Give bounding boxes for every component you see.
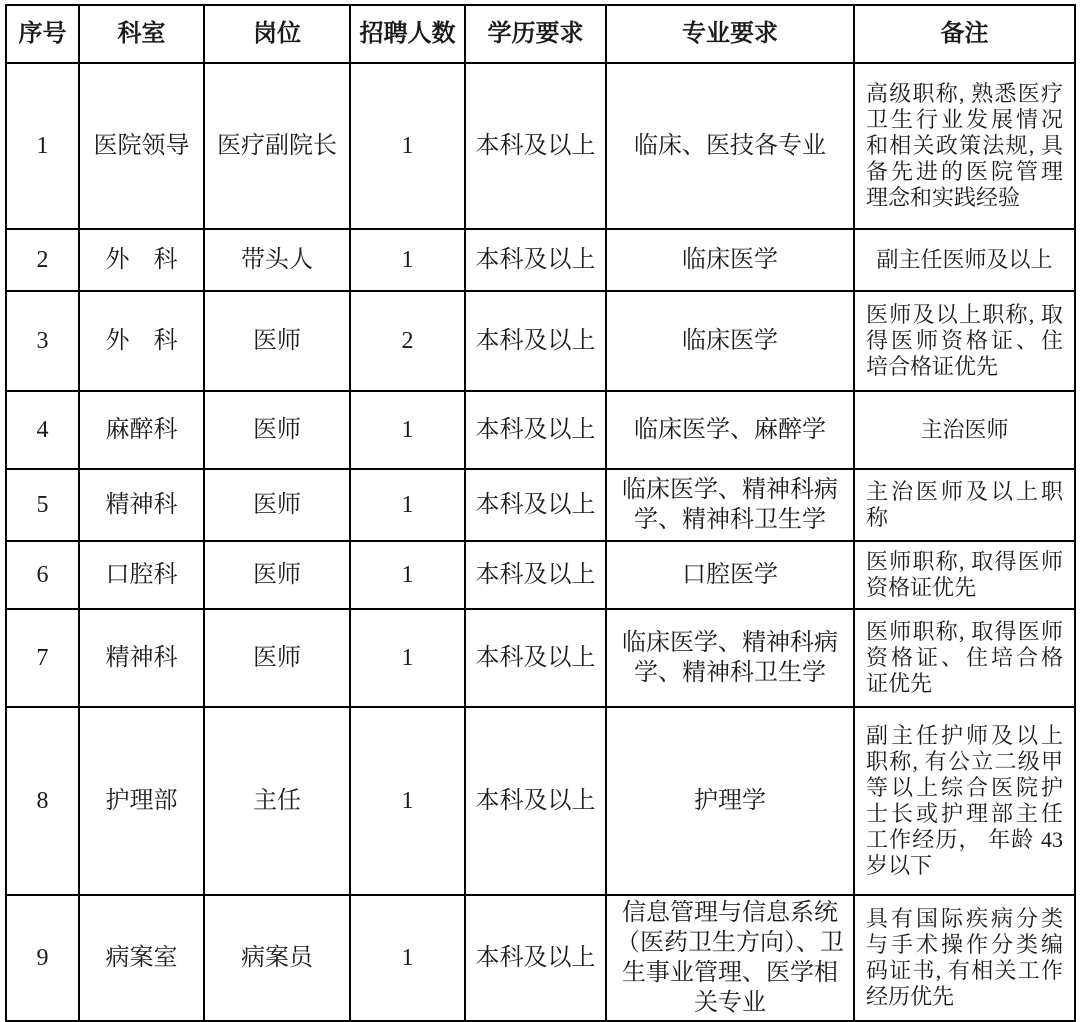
recruitment-table (5, 4, 1076, 1022)
education-cell: 本科及以上 (465, 391, 606, 469)
column-header-education: 学历要求 (465, 5, 606, 63)
headcount-cell: 1 (350, 391, 465, 469)
department-cell: 精神科 (79, 609, 204, 707)
position-cell: 医师 (204, 391, 350, 469)
department-cell: 麻醉科 (79, 391, 204, 469)
position-cell: 医师 (204, 609, 350, 707)
table-header-row (6, 5, 1075, 63)
column-header-position: 岗位 (204, 5, 350, 63)
column-header-headcount: 招聘人数 (350, 5, 465, 63)
position-cell: 医师 (204, 541, 350, 609)
department-cell: 护理部 (79, 707, 204, 895)
serial-cell: 3 (6, 291, 79, 391)
table-row (6, 707, 1075, 895)
education-cell: 本科及以上 (465, 63, 606, 229)
column-header-note: 备注 (854, 5, 1075, 63)
position-cell: 医师 (204, 291, 350, 391)
education-cell: 本科及以上 (465, 707, 606, 895)
table-row (6, 895, 1075, 1021)
education-cell: 本科及以上 (465, 895, 606, 1021)
department-cell: 口腔科 (79, 541, 204, 609)
note-cell: 医师职称, 取得医师资格证、住培合格证优先 (854, 609, 1075, 707)
headcount-cell: 1 (350, 609, 465, 707)
serial-cell: 5 (6, 469, 79, 541)
note-cell: 副主任护师及以上职称, 有公立二级甲等以上综合医院护士长或护理部主任工作经历， 年龄 43 岁以下 (854, 707, 1075, 895)
department-cell: 外 科 (79, 229, 204, 291)
position-cell: 主任 (204, 707, 350, 895)
major-cell: 护理学 (606, 707, 854, 895)
position-cell: 病案员 (204, 895, 350, 1021)
major-cell: 临床医学 (606, 229, 854, 291)
major-cell: 信息管理与信息系统（医药卫生方向）、卫生事业管理、医学相关专业 (606, 895, 854, 1021)
department-cell: 外 科 (79, 291, 204, 391)
note-cell: 主治医师及以上职称 (854, 469, 1075, 541)
note-cell: 医师及以上职称, 取得医师资格证、住培合格证优先 (854, 291, 1075, 391)
education-cell: 本科及以上 (465, 541, 606, 609)
serial-cell: 6 (6, 541, 79, 609)
education-cell: 本科及以上 (465, 291, 606, 391)
table-row (6, 469, 1075, 541)
headcount-cell: 1 (350, 469, 465, 541)
note-cell: 高级职称, 熟悉医疗卫生行业发展情况和相关政策法规, 具备先进的医院管理理念和实践经验 (854, 63, 1075, 229)
serial-cell: 7 (6, 609, 79, 707)
major-cell: 临床医学 (606, 291, 854, 391)
major-cell: 临床医学、精神科病学、精神科卫生学 (606, 609, 854, 707)
serial-cell: 1 (6, 63, 79, 229)
note-cell: 医师职称, 取得医师资格证优先 (854, 541, 1075, 609)
table-row (6, 609, 1075, 707)
headcount-cell: 1 (350, 707, 465, 895)
department-cell: 精神科 (79, 469, 204, 541)
column-header-department: 科室 (79, 5, 204, 63)
serial-cell: 8 (6, 707, 79, 895)
table-body (6, 63, 1075, 1021)
serial-cell: 2 (6, 229, 79, 291)
note-cell: 主治医师 (854, 391, 1075, 469)
table-row (6, 63, 1075, 229)
major-cell: 临床医学、麻醉学 (606, 391, 854, 469)
table-row (6, 229, 1075, 291)
table-row (6, 291, 1075, 391)
headcount-cell: 1 (350, 541, 465, 609)
department-cell: 医院领导 (79, 63, 204, 229)
education-cell: 本科及以上 (465, 609, 606, 707)
table-row (6, 391, 1075, 469)
headcount-cell: 1 (350, 229, 465, 291)
serial-cell: 4 (6, 391, 79, 469)
major-cell: 临床、医技各专业 (606, 63, 854, 229)
department-cell: 病案室 (79, 895, 204, 1021)
table-row (6, 541, 1075, 609)
headcount-cell: 2 (350, 291, 465, 391)
major-cell: 临床医学、精神科病学、精神科卫生学 (606, 469, 854, 541)
headcount-cell: 1 (350, 895, 465, 1021)
serial-cell: 9 (6, 895, 79, 1021)
note-cell: 具有国际疾病分类与手术操作分类编码证书, 有相关工作经历优先 (854, 895, 1075, 1021)
column-header-serial: 序号 (6, 5, 79, 63)
note-cell: 副主任医师及以上 (854, 229, 1075, 291)
column-header-major: 专业要求 (606, 5, 854, 63)
major-cell: 口腔医学 (606, 541, 854, 609)
position-cell: 带头人 (204, 229, 350, 291)
position-cell: 医疗副院长 (204, 63, 350, 229)
position-cell: 医师 (204, 469, 350, 541)
education-cell: 本科及以上 (465, 469, 606, 541)
headcount-cell: 1 (350, 63, 465, 229)
education-cell: 本科及以上 (465, 229, 606, 291)
